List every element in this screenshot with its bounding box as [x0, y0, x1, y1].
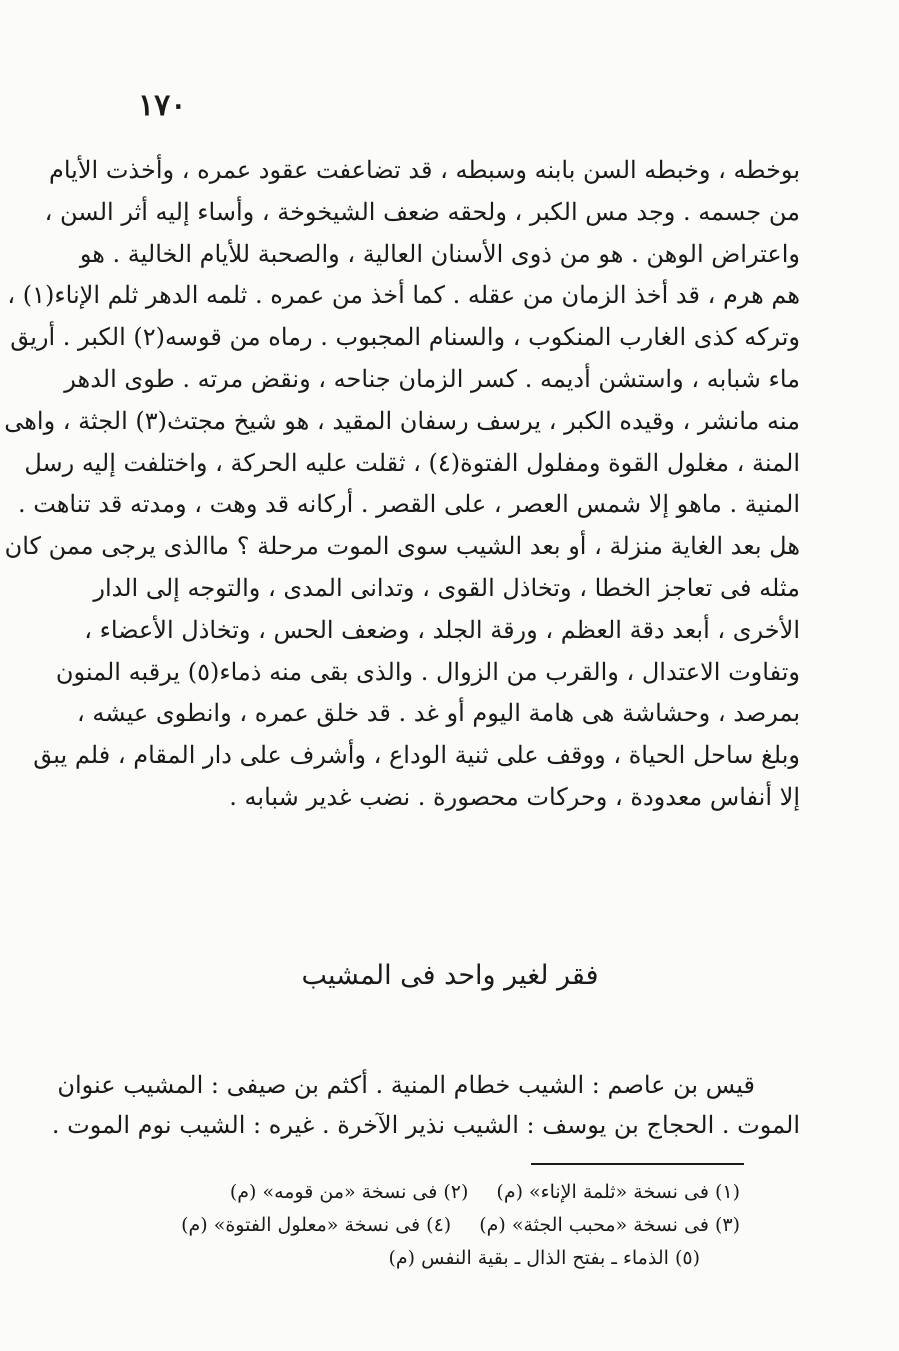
quote-line: قيس بن عاصم : الشيب خطام المنية . أكثم بن صيفى : المشيب عنوان	[57, 1071, 755, 1099]
body-line: بمرصد ، وحشاشة هى هامة اليوم أو غد . قد خلق عمره ، وانطوى عيشه ،	[77, 699, 800, 728]
footnote-divider	[531, 1163, 744, 1165]
body-line: ماء شبابه ، واستشن أديمه . كسر الزمان جناحه ، ونقض مرته . طوى الدهر	[64, 364, 800, 393]
footnote-row	[140, 1176, 740, 1209]
body-line: وتركه كذى الغارب المنكوب ، والسنام المجبوب . رماه من قوسه(٢) الكبر . أريق	[10, 323, 800, 352]
body-line: إلا أنفاس معدودة ، وحركات محصورة . نضب غدير شبابه .	[229, 782, 800, 811]
footnote-4: (٤) فى نسخة «معلول الفتوة» (م)	[181, 1214, 452, 1236]
footnote-1: (١) فى نسخة «ثلمة الإناء» (م)	[496, 1181, 740, 1203]
footnote-2: (٢) فى نسخة «من قومه» (م)	[229, 1181, 469, 1203]
body-line: المنية . ماهو إلا شمس العصر ، على القصر . أركانه قد وهت ، ومدته قد تناهت .	[17, 490, 800, 519]
body-line: المنة ، مغلول القوة ومفلول الفتوة(٤) ، ثقلت عليه الحركة ، واختلفت إليه رسل	[24, 448, 800, 477]
body-line: من جسمه . وجد مس الكبر ، ولحقه ضعف الشيخوخة ، وأساء إليه أثر السن ،	[44, 197, 800, 226]
quote-line: الموت . الحجاج بن يوسف : الشيب نذير الآخرة . غيره : الشيب نوم الموت .	[51, 1111, 800, 1139]
body-line: هم هرم ، قد أخذ الزمان من عقله . كما أخذ من عمره . ثلمه الدهر ثلم الإناء(١) ،	[7, 281, 800, 310]
footnote-row	[140, 1242, 740, 1275]
body-line: منه مانشر ، وقيده الكبر ، يرسف رسفان المقيد ، هو شيخ مجتث(٣) الجثة ، واهى	[4, 406, 800, 435]
footnote-5: (٥) الذماء ـ بفتح الذال ـ بقية النفس (م)	[388, 1247, 700, 1269]
body-line: واعتراض الوهن . هو من ذوى الأسنان العالية ، والصحبة للأيام الخالية . هو	[79, 239, 800, 268]
body-line: مثله فى تعاجز الخطا ، وتخاذل القوى ، وتدانى المدى ، والتوجه إلى الدار	[93, 573, 800, 602]
footnote-row	[140, 1209, 740, 1242]
body-line: وبلغ ساحل الحياة ، ووقف على ثنية الوداع ، وأشرف على دار المقام ، فلم يبق	[33, 741, 800, 770]
footnote-3: (٣) فى نسخة «محبب الجثة» (م)	[479, 1214, 740, 1236]
body-line: بوخطه ، وخبطه السن بابنه وسبطه ، قد تضاعفت عقود عمره ، وأخذت الأيام	[49, 156, 800, 184]
page-number: ١٧٠	[138, 88, 187, 123]
body-line: هل بعد الغاية منزلة ، أو بعد الشيب سوى الموت مرحلة ؟ ماالذى يرجى ممن كان	[4, 532, 800, 561]
body-line: الأخرى ، أبعد دقة العظم ، ورقة الجلد ، وضعف الحس ، وتخاذل الأعضاء ،	[84, 615, 800, 644]
section-heading: فقر لغير واحد فى المشيب	[301, 960, 599, 991]
footnotes	[140, 1176, 740, 1275]
body-line: وتفاوت الاعتدال ، والقرب من الزوال . والذى بقى منه ذماء(٥) يرقبه المنون	[55, 657, 800, 686]
quotes-paragraph	[51, 1065, 800, 1145]
body-text	[4, 150, 800, 819]
